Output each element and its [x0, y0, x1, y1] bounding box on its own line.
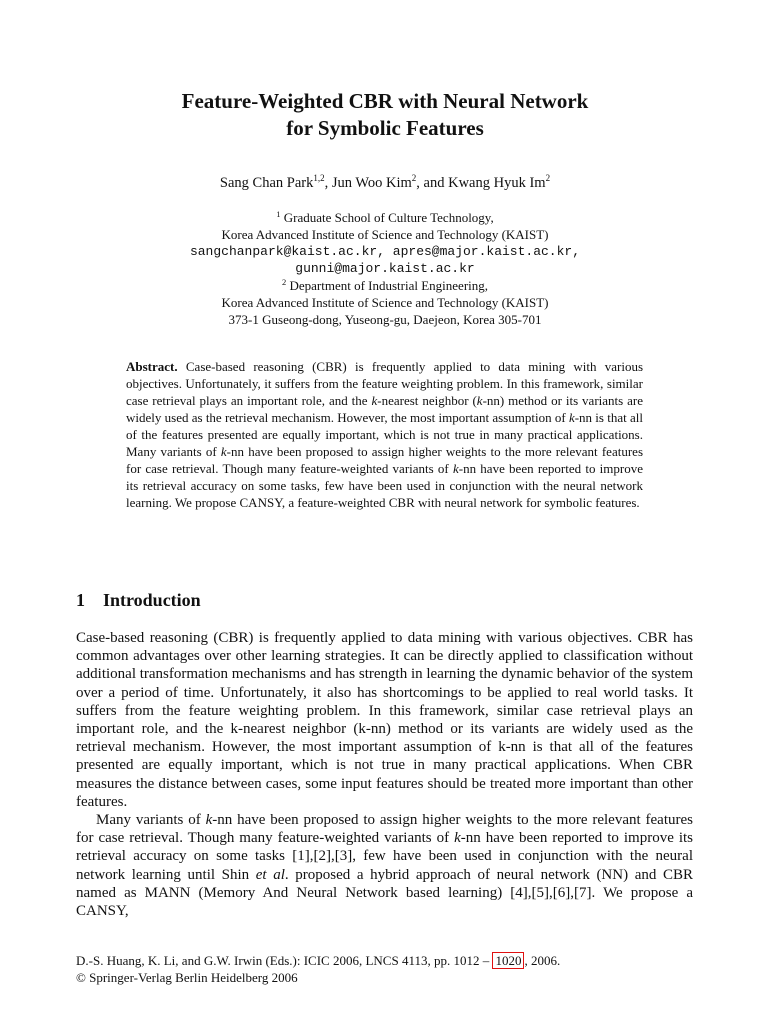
author-affiliation-mark: 2 — [545, 173, 551, 183]
body-italic-k: k — [454, 830, 461, 847]
affiliation-text: Graduate School of Culture Technology, — [283, 210, 494, 225]
page-footer — [76, 952, 560, 986]
author-list — [80, 173, 690, 193]
affiliation-2-line-2: Korea Advanced Institute of Science and Technology (KAIST) — [221, 295, 549, 310]
page-range-end-link[interactable]: 1020 — [492, 952, 524, 969]
body-text: Many variants of — [96, 812, 206, 829]
body-italic-k: k — [205, 812, 213, 829]
affiliation-mark: 1 — [276, 209, 281, 219]
section-body — [76, 629, 693, 920]
abstract-text: -nearest neighbor ( — [377, 393, 477, 408]
abstract-text: Case-based reasoning (CBR) is frequently applied to data mining with various objectives. Unfortunately, it suffers from the feature weighting problem. In this framework, similar case retrieval plays an important role, and the — [126, 359, 643, 408]
abstract-italic-k: k — [452, 461, 459, 476]
affiliation-mark: 2 — [281, 277, 287, 287]
abstract-italic-k: k — [476, 393, 483, 408]
body-paragraph-1: Case-based reasoning (CBR) is frequently applied to data mining with various objectives. CBR has common advantages over other learning strategies. It can be directly applied to classification without additional transformation mechanisms and has strength in learning the dynamic behavior of the system over a period of time. Unfortunately, it also has shortcomings to be applied to real world tasks. It suffers from the feature weighting problem. In this framework, similar case retrieval plays an important role, and the k-nearest neighbor (k-nn) method or its variants are widely used as the retrieval mechanism. However, the most important assumption of k-nn is that all of the features presented are equally important, which is not true in many practical applications. When CBR measures the distance between cases, some input features should be treated more important than other features. — [76, 630, 693, 810]
body-paragraph-2 — [76, 811, 693, 920]
author-name: Jun Woo Kim — [331, 175, 412, 191]
abstract-italic-k: k — [220, 444, 227, 459]
body-text: . proposed a hybrid approach of neural network (NN) and CBR named as MANN (Memory And Neural Network based learning) [4],[5],[6],[7]. We propose a CANSY, — [76, 866, 693, 920]
affiliation-block — [80, 209, 690, 328]
email-line-1: sangchanpark@kaist.ac.kr, apres@major.kaist.ac.kr, — [189, 244, 581, 259]
abstract-text: -nn) method or its variants are widely used as the retrieval mechanism. However, the most important assumption of — [126, 393, 643, 425]
section-title: Introduction — [103, 590, 201, 610]
author-name: Sang Chan Park — [219, 175, 314, 191]
author-name: Kwang Hyuk Im — [448, 175, 546, 191]
section-number: 1 — [76, 590, 85, 610]
title-line-2: for Symbolic Features — [286, 116, 484, 140]
body-text: -nn have been proposed to assign higher weights to the more relevant features for case retrieval. Though many feature-weighted variants of — [76, 812, 693, 847]
abstract — [126, 358, 643, 511]
affiliation-2-address: 373-1 Guseong-dong, Yuseong-gu, Daejeon, Korea 305-701 — [228, 312, 542, 327]
citation-text-end: , 2006. — [524, 953, 561, 968]
abstract-italic-k: k — [568, 410, 575, 425]
affiliation-2-line-1 — [80, 277, 690, 294]
author-separator: , — [324, 175, 332, 191]
affiliation-1-line-1 — [80, 209, 690, 226]
title-line-1: Feature-Weighted CBR with Neural Network — [181, 89, 589, 113]
paper-title — [80, 88, 690, 142]
citation-text: D.-S. Huang, K. Li, and G.W. Irwin (Eds.): ICIC 2006, LNCS 4113, pp. 1012 – — [76, 953, 493, 968]
copyright-line: © Springer-Verlag Berlin Heidelberg 2006 — [76, 970, 298, 985]
section-heading — [76, 588, 201, 612]
abstract-label: Abstract. — [126, 359, 178, 374]
citation-line — [76, 952, 560, 969]
affiliation-1-line-2: Korea Advanced Institute of Science and Technology (KAIST) — [221, 227, 549, 242]
body-italic-et-al: et al — [255, 866, 285, 883]
affiliation-text: Department of Industrial Engineering, — [289, 278, 489, 293]
abstract-text: -nn have been proposed to assign higher weights to the more relevant features for case retrieval. Though many feature-weighted variants of — [126, 444, 643, 476]
body-text: -nn have been reported to improve its retrieval accuracy on some tasks [1],[2],[3], few have been used in conjunction with the neural network learning until Shin — [76, 830, 693, 883]
email-line-2: gunni@major.kaist.ac.kr — [295, 261, 475, 276]
abstract-italic-k: k — [371, 393, 378, 408]
abstract-text: -nn have been reported to improve its retrieval accuracy on some tasks, few have been used in conjunction with the neural network learning. We propose CANSY, a feature-weighted CBR with neural network for symbolic features. — [126, 461, 643, 510]
author-affiliation-mark: 1,2 — [313, 173, 325, 183]
author-affiliation-mark: 2 — [411, 173, 417, 183]
abstract-text: -nn is that all of the features presented are equally important, which is not true in many practical applications. Many variants of — [126, 410, 643, 459]
author-separator: , and — [416, 175, 449, 191]
